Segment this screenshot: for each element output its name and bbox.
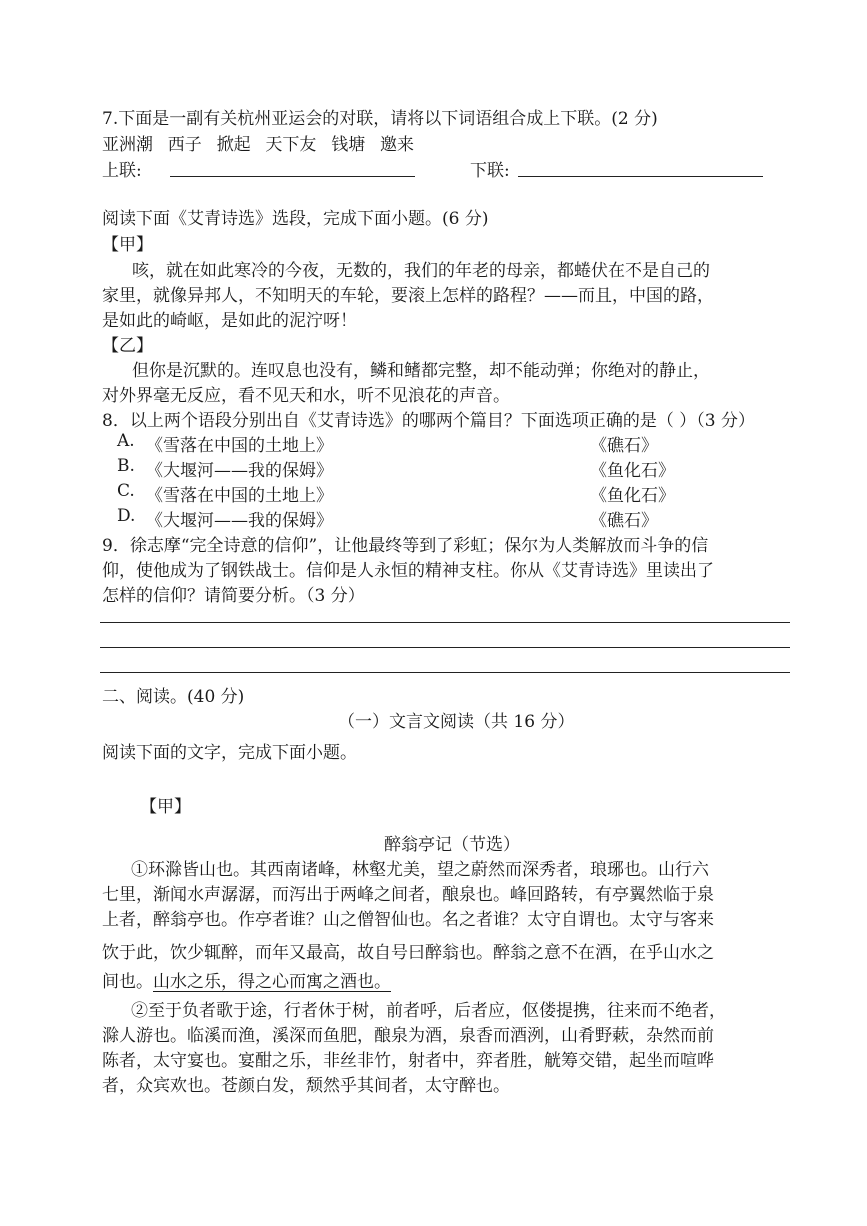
section2-subtitle: （一）文言文阅读（共 16 分） [338, 712, 575, 732]
q9-answer-line-1[interactable] [100, 622, 790, 623]
essay-para1-line-2: 七里，渐闻水声潺潺，而泻出于两峰之间者，酿泉也。峰回路转，有亭翼然临于泉 [102, 885, 714, 905]
q8-option-c-first: 《雪落在中国的土地上》 [146, 486, 333, 506]
essay-para2-line-1: ②至于负者歌于途，行者休于树，前者呼，后者应，伛偻提携，往来而不绝者， [131, 1001, 726, 1021]
q8-option-d-second: 《礁石》 [590, 511, 658, 531]
essay-underlined-sentence: 山水之乐，得之心而寓之酒也。 [153, 972, 391, 992]
q9-answer-line-2[interactable] [100, 647, 790, 648]
q8-option-d-first: 《大堰河——我的保姆》 [146, 511, 333, 531]
q7-lower-answer-line[interactable] [518, 176, 763, 177]
q8-option-c-letter[interactable]: C. [117, 481, 135, 501]
reading1-instruction: 阅读下面《艾青诗选》选段，完成下面小题。(6 分) [102, 209, 489, 229]
q8-option-c-second: 《鱼化石》 [590, 486, 675, 506]
q9-answer-line-3[interactable] [100, 672, 790, 673]
essay-para1-line-3: 上者，醉翁亭也。作亭者谁？山之僧智仙也。名之者谁？太守自谓也。太守与客来 [102, 910, 714, 930]
q9-line-3: 怎样的信仰？请简要分析。（3 分） [102, 586, 365, 606]
q8-option-a-second: 《礁石》 [590, 436, 658, 456]
q7-upper-label: 上联: [102, 161, 142, 181]
reading1-jia-line-1: 咳，就在如此寒冷的今夜，无数的，我们的年老的母亲，都蜷伏在不是自己的 [132, 261, 710, 281]
reading1-jia-label: 【甲】 [102, 235, 153, 255]
q8-option-a-first: 《雪落在中国的土地上》 [146, 436, 333, 456]
q9-line-2: 仰，使他成为了钢铁战士。信仰是人永恒的精神支柱。你从《艾青诗选》里读出了 [102, 561, 714, 581]
q8-option-b-second: 《鱼化石》 [590, 461, 675, 481]
q7-lower-label: 下联: [470, 161, 510, 181]
q8-option-a-letter[interactable]: A. [117, 431, 135, 451]
q7-upper-answer-line[interactable] [170, 176, 415, 177]
reading1-yi-line-2: 对外界毫无反应，看不见天和水，听不见浪花的声音。 [102, 386, 510, 406]
essay-para2-line-3: 陈者，太守宴也。宴酣之乐，非丝非竹，射者中，弈者胜，觥筹交错，起坐而喧哗 [102, 1051, 714, 1071]
essay-title: 醉翁亭记（节选） [384, 835, 520, 855]
essay-para1-line-5-start: 间也。 [102, 972, 153, 992]
q7-question: 7.下面是一副有关杭州亚运会的对联，请将以下词语组合成上下联。(2 分) [102, 109, 658, 129]
q8-option-b-letter[interactable]: B. [117, 456, 135, 476]
section2-jia-label: 【甲】 [140, 797, 191, 817]
q8-option-d-letter[interactable]: D. [117, 506, 136, 526]
essay-para1-line-4: 饮于此，饮少辄醉，而年又最高，故自号曰醉翁也。醉翁之意不在酒，在乎山水之 [102, 943, 714, 963]
essay-para2-line-2: 滁人游也。临溪而渔，溪深而鱼肥，酿泉为酒，泉香而酒洌，山肴野蔌，杂然而前 [102, 1026, 714, 1046]
reading1-jia-line-2: 家里，就像异邦人，不知明天的车轮，要滚上怎样的路程？——而且，中国的路， [102, 286, 714, 306]
reading1-jia-line-3: 是如此的崎岖，是如此的泥泞呀！ [102, 311, 357, 331]
reading1-yi-line-1: 但你是沉默的。连叹息也没有，鳞和鳍都完整，却不能动弹；你绝对的静止， [132, 361, 710, 381]
q8-question: 8．以上两个语段分别出自《艾青诗选》的哪两个篇目？下面选项正确的是（ ）（3 分） [102, 411, 755, 431]
q8-option-b-first: 《大堰河——我的保姆》 [146, 461, 333, 481]
q9-line-1: 9．徐志摩“完全诗意的信仰”，让他最终等到了彩虹；保尔为人类解放而斗争的信 [102, 536, 709, 556]
q7-word-list: 亚洲潮 西子 掀起 天下友 钱塘 邀来 [102, 135, 415, 155]
essay-para1-line-5 [102, 967, 391, 992]
essay-para2-line-4: 者，众宾欢也。苍颜白发，颓然乎其间者，太守醉也。 [102, 1076, 510, 1096]
essay-para1-line-1: ①环滁皆山也。其西南诸峰，林壑尤美，望之蔚然而深秀者，琅琊也。山行六 [131, 860, 709, 880]
reading1-yi-label: 【乙】 [102, 336, 153, 356]
section2-title: 二、阅读。(40 分) [102, 687, 245, 707]
section2-instruction: 阅读下面的文字，完成下面小题。 [102, 743, 357, 763]
